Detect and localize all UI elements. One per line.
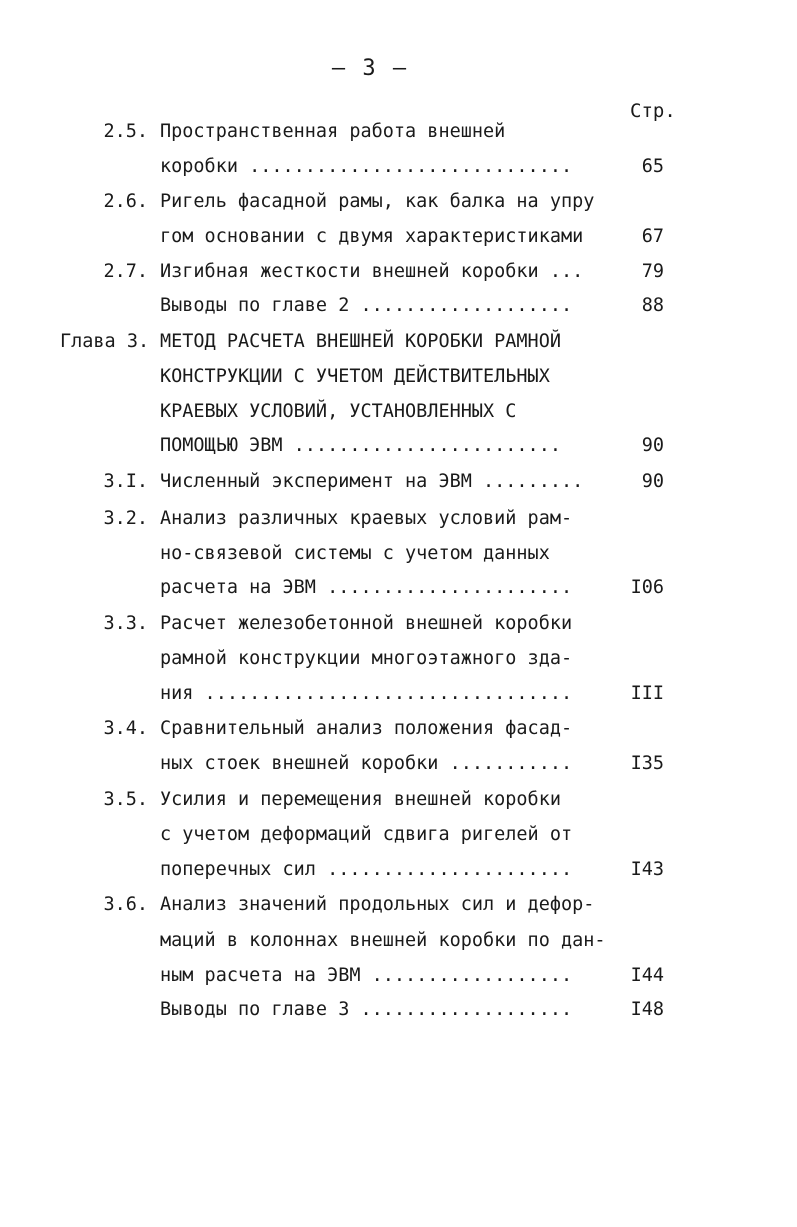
toc-line [0,431,797,461]
section-number: 3.I. [103,471,148,492]
toc-page-number: III [630,683,664,704]
toc-page-number: I48 [630,999,664,1020]
toc-page-number: 90 [641,435,664,456]
toc-entry-text: рамной конструкции многоэтажного зда- [160,648,573,669]
toc-entry-text: МЕТОД РАСЧЕТА ВНЕШНЕЙ КОРОБКИ РАМНОЙ [160,331,561,352]
toc-page-number: I43 [630,859,664,880]
toc-entry-text: Выводы по главе 2 ................... [160,295,573,316]
toc-line [0,117,797,147]
toc-line [0,926,797,956]
toc-entry-text: Анализ различных краевых условий рам- [160,508,573,529]
section-number: 3.3. [103,613,148,634]
page-column-label: Стр. [630,100,676,122]
toc-entry-text: поперечных сил ...................... [160,859,573,880]
toc-line [0,152,797,182]
toc-line [0,714,797,744]
chapter-number: Глава 3. [60,331,150,352]
toc-line [0,890,797,920]
toc-line [0,961,797,991]
toc-entry-text: ПОМОЩЬЮ ЭВМ ........................ [160,435,561,456]
toc-line [0,397,797,427]
toc-line [0,539,797,569]
toc-entry-text: Изгибная жесткости внешней коробки ... [160,261,584,282]
toc-entry-text: но-связевой системы с учетом данных [160,543,550,564]
toc-page-number: 67 [641,226,664,247]
toc-page-number: 88 [641,295,664,316]
toc-line [0,749,797,779]
toc-entry-text: коробки ............................. [160,156,573,177]
toc-entry-text: ных стоек внешней коробки ........... [160,753,573,774]
toc-line [0,291,797,321]
toc-line [0,187,797,217]
section-number: 3.4. [103,718,148,739]
toc-line [0,609,797,639]
toc-page-number: 79 [641,261,664,282]
toc-entry-text: ния ................................. [160,683,573,704]
toc-line [0,573,797,603]
section-number: 3.5. [103,789,148,810]
toc-line [0,467,797,497]
toc-line [0,820,797,850]
toc-entry-text: маций в колоннах внешней коробки по дан- [160,930,606,951]
toc-line [0,257,797,287]
toc-line [0,855,797,885]
toc-entry-text: Ригель фасадной рамы, как балка на упру [160,191,595,212]
toc-entry-text: расчета на ЭВМ ...................... [160,577,573,598]
toc-page-number: 90 [641,471,664,492]
toc-entry-text: КРАЕВЫХ УСЛОВИЙ, УСТАНОВЛЕННЫХ С [160,401,517,422]
toc-entry-text: с учетом деформаций сдвига ригелей от [160,824,573,845]
toc-line [0,222,797,252]
toc-line [0,644,797,674]
section-number: 3.6. [103,894,148,915]
toc-entry-text: гом основании с двумя характеристиками [160,226,584,247]
toc-entry-text: Сравнительный анализ положения фасад- [160,718,573,739]
toc-entry-text: ным расчета на ЭВМ .................. [160,965,573,986]
toc-entry-text: Пространственная работа внешней [160,121,506,142]
toc-line [0,327,797,357]
toc-line [0,679,797,709]
toc-page-number: 65 [641,156,664,177]
toc-line [0,995,797,1025]
toc-entry-text: Расчет железобетонной внешней коробки [160,613,573,634]
page-number: – 3 – [331,56,409,81]
section-number: 2.7. [103,261,148,282]
toc-entry-text: КОНСТРУКЦИИ С УЧЕТОМ ДЕЙСТВИТЕЛЬНЫХ [160,366,550,387]
toc-line [0,362,797,392]
toc-entry-text: Численный эксперимент на ЭВМ ......... [160,471,584,492]
toc-page-number: I44 [630,965,664,986]
toc-entry-text: Усилия и перемещения внешней коробки [160,789,561,810]
toc-line [0,785,797,815]
toc-entry-text: Выводы по главе 3 ................... [160,999,573,1020]
toc-page-number: I35 [630,753,664,774]
toc-page-number: I06 [630,577,664,598]
toc-line [0,504,797,534]
section-number: 2.6. [103,191,148,212]
section-number: 3.2. [103,508,148,529]
section-number: 2.5. [103,121,148,142]
toc-entry-text: Анализ значений продольных сил и дефор- [160,894,595,915]
